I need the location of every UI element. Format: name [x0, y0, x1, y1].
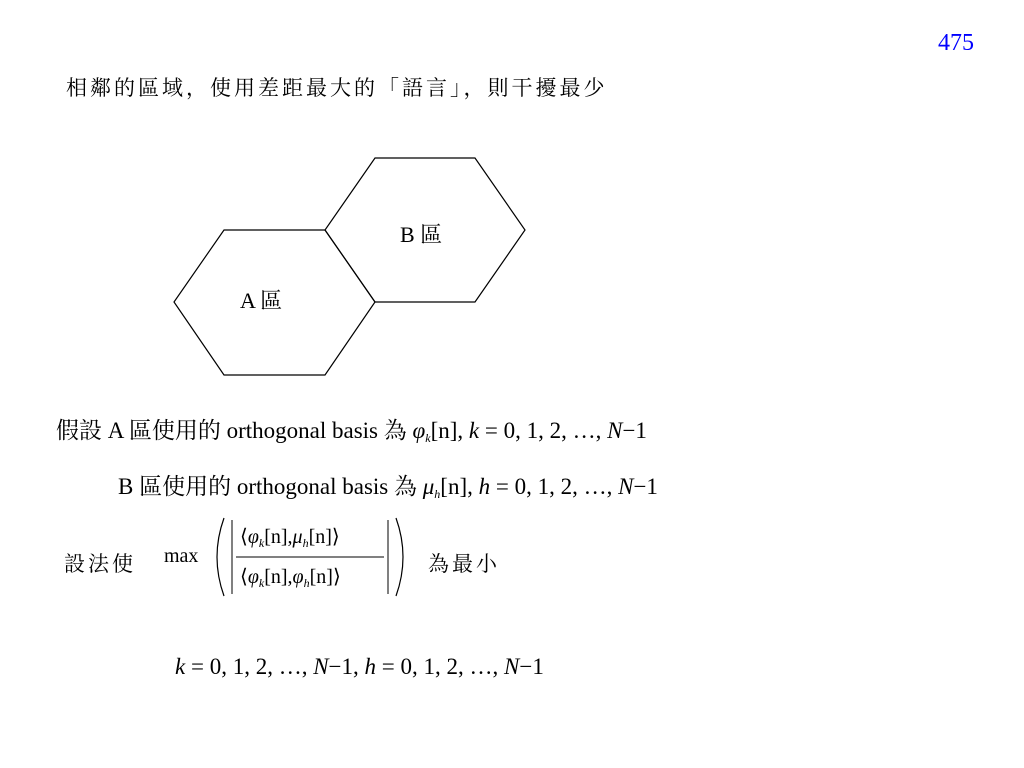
basis-b-var: h — [478, 474, 491, 499]
basis-b-prefix: B 區使用的 orthogonal basis 為 — [118, 474, 423, 499]
range-h-values: = 0, 1, 2, …, — [376, 654, 505, 679]
den-sub1: k — [258, 576, 265, 590]
basis-a-line — [56, 412, 647, 446]
range-mid: −1, — [328, 654, 365, 679]
index-range-line — [175, 654, 544, 680]
basis-b-arg: [n], — [440, 474, 479, 499]
range-end: −1 — [519, 654, 544, 679]
region-b-label: B 區 — [400, 222, 443, 247]
objective-tail: 為最小 — [428, 552, 500, 576]
range-k-values: = 0, 1, 2, …, — [185, 654, 314, 679]
basis-b-end: −1 — [633, 474, 658, 499]
basis-a-subscript: k — [425, 431, 431, 445]
basis-b-subscript: h — [434, 487, 441, 501]
basis-a-symbol: φ — [412, 418, 426, 443]
range-h: h — [364, 654, 377, 679]
numerator: $⟨\varphi_k[n],\mu_h[n]⟩$ — [240, 526, 340, 550]
basis-a-N: N — [607, 418, 623, 443]
basis-b-line — [118, 468, 658, 502]
den-sub2: h — [303, 576, 310, 590]
range-N2: N — [504, 654, 520, 679]
den-arg1: [n], — [264, 566, 293, 588]
num-arg1: [n], — [264, 526, 293, 548]
basis-b-N: N — [618, 474, 634, 499]
den-sym2: φ — [292, 566, 304, 588]
num-sym2: μ — [292, 526, 303, 548]
basis-b-symbol: μ — [422, 474, 435, 499]
num-sub2: h — [302, 536, 309, 550]
num-arg2: [n] — [308, 526, 332, 548]
objective-formula — [164, 512, 414, 602]
page-number: 475 — [938, 30, 974, 56]
den-arg2: [n] — [309, 566, 333, 588]
max-operator: max — [164, 545, 199, 567]
region-a-label: A 區 — [240, 288, 283, 313]
basis-a-end: −1 — [622, 418, 647, 443]
den-sym1: φ — [247, 566, 259, 588]
basis-a-arg: [n], — [430, 418, 469, 443]
range-k: k — [175, 654, 186, 679]
denominator: $⟨\varphi_k[n],\varphi_h[n]⟩$ — [240, 566, 341, 590]
basis-a-prefix: 假設 A 區使用的 orthogonal basis 為 — [56, 418, 413, 443]
range-N1: N — [313, 654, 329, 679]
slide-title: 相鄰的區域，使用差距最大的「語言」，則干擾最少 — [66, 76, 608, 100]
basis-a-range: = 0, 1, 2, …, — [479, 418, 608, 443]
objective-lead: 設法使 — [64, 552, 136, 576]
num-sub1: k — [258, 536, 265, 550]
basis-a-var: k — [468, 418, 480, 443]
basis-b-range: = 0, 1, 2, …, — [490, 474, 619, 499]
num-sym1: φ — [247, 526, 259, 548]
